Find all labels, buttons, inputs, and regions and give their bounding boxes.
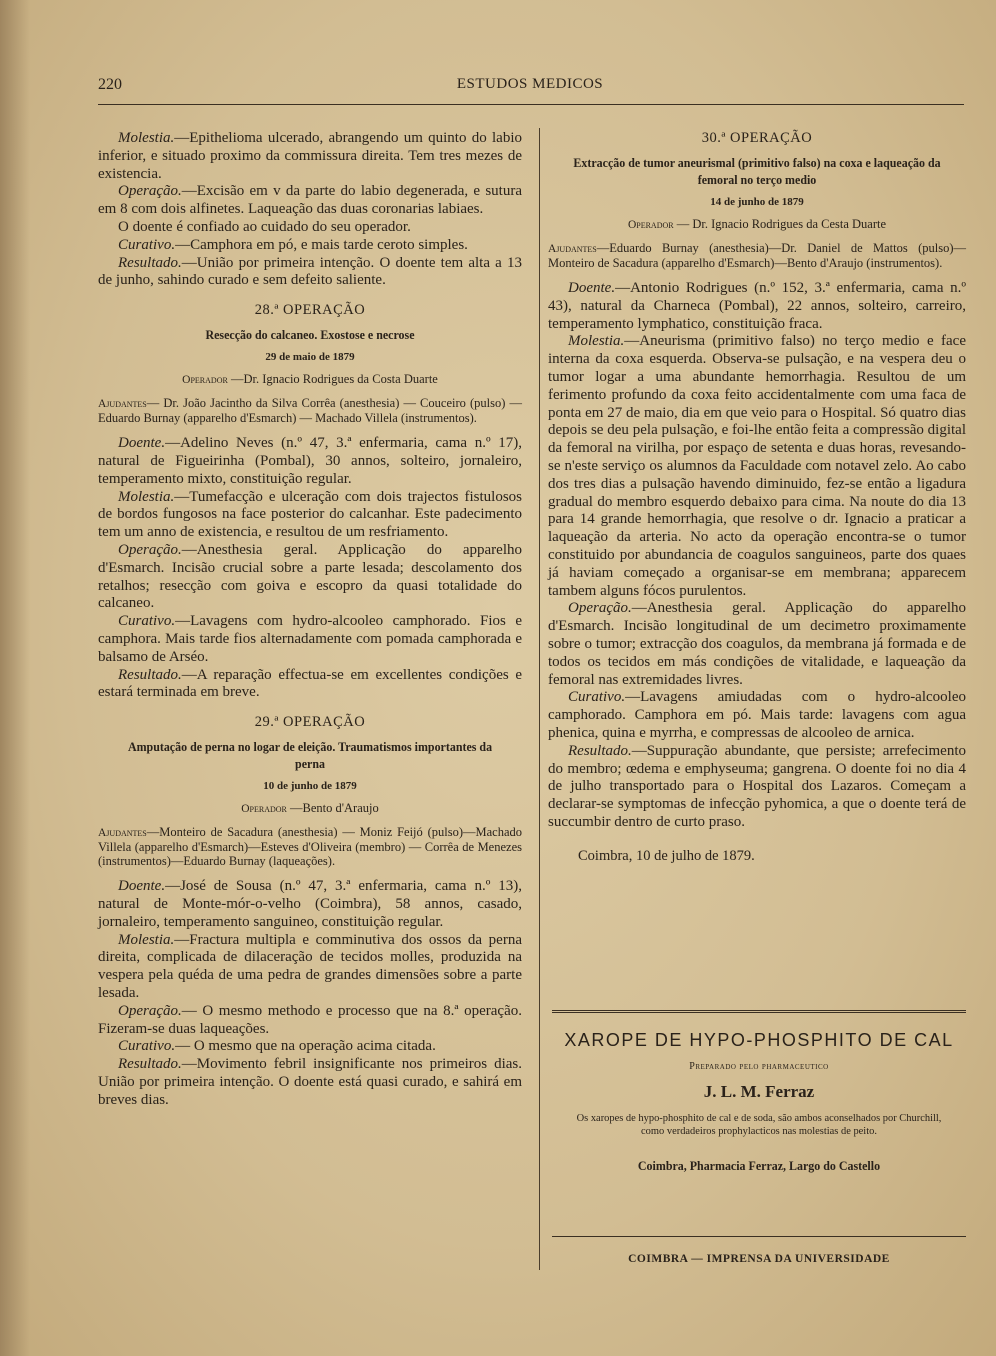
paragraph-label: Molestia. [118, 130, 175, 146]
paragraph-label: Operação. [568, 600, 632, 617]
paragraph-label: Curativo. [118, 613, 176, 630]
paragraph-text: —Camphora em pó, e mais tarde ceroto simples. [175, 236, 468, 253]
advertisement-preparer: Preparado pelo pharmaceutico [689, 1061, 829, 1072]
assistants-text: — Dr. João Jacintho da Silva Corrêa (anesthesia) — Couceiro (pulso) — Eduardo Burnay (apparelho d'Esmarch) — Machado Villela (instrumentos). [98, 396, 522, 426]
paragraph [98, 1038, 522, 1056]
paragraph [98, 1056, 522, 1109]
advertisement-address: Coimbra, Pharmacia Ferraz, Largo do Castello [637, 1158, 881, 1173]
closing-dateline: Coimbra, 10 de julho de 1879. [578, 847, 755, 864]
paragraph [98, 237, 522, 255]
paragraph-label: Molestia. [568, 333, 625, 350]
paragraph-text: —Excisão em v da parte do labio degenerada, e sutura em 8 com dois alfinetes. Laqueação das duas coronarias labiaes. [98, 183, 522, 218]
paragraph [98, 489, 522, 542]
assistants-text: —Eduardo Burnay (anesthesia)—Dr. Daniel de Mattos (pulso)—Monteiro de Sacadura (apparelho d'Esmarch)—Bento d'Araujo (instrumentos). [548, 241, 966, 270]
header-rule [98, 104, 964, 105]
paragraph-label: Molestia. [118, 488, 175, 505]
printer-imprint: COIMBRA — IMPRENSA DA UNIVERSIDADE [628, 1253, 890, 1265]
paragraph-text: — O mesmo que na operação acima citada. [175, 1038, 436, 1055]
advertisement-top-rule [552, 1010, 966, 1013]
page-number: 220 [98, 76, 122, 93]
paragraph-label: Operação. [118, 541, 182, 558]
paragraph-text: — O mesmo methodo e processo que na 8.ª operação. Fizeram-se duas laqueações. [98, 1002, 522, 1037]
operation-assistants [548, 241, 966, 270]
paragraph [98, 878, 522, 931]
paragraph-text: —Tumefacção e ulceração com dois trajectos fistulosos de bordos fungosos na face posterior do calcanhar. Este padecimento tem um anno de existencia, e resultou de um resfriamento. [98, 488, 522, 541]
paragraph-label: Resultado. [118, 254, 182, 271]
operator-name: —Bento d'Araujo [290, 801, 379, 816]
paragraph-label: Resultado. [118, 1056, 182, 1073]
paragraph [98, 542, 522, 613]
operation-heading: 29.ª OPERAÇÃO [254, 714, 366, 731]
paragraph-text: —José de Sousa (n.º 47, 3.ª enfermaria, cama n.º 13), natural de Monte-mór-o-velho (Coimbra), 58 annos, casado, jornaleiro, temperamento sanguineo, constituição regular. [98, 878, 522, 930]
page-edge-shadow [0, 0, 30, 1356]
paragraph-label: Resultado. [568, 742, 632, 759]
advertisement-pharmacist: J. L. M. Ferraz [703, 1082, 815, 1101]
paragraph-label: Doente. [118, 878, 166, 895]
right-column [548, 130, 966, 865]
paragraph [98, 219, 522, 237]
advertisement-title: XAROPE DE HYPO-PHOSPHITO DE CAL [564, 1030, 954, 1050]
assistants-label: Ajudantes [548, 243, 597, 255]
operation-assistants [98, 396, 522, 425]
paragraph-text: —Antonio Rodrigues (n.º 152, 3.ª enfermaria, cama n.º 43), natural da Charneca (Pombal), 22 annos, solteiro, carreiro, temperamento lymphatico, constituição fraca. [548, 280, 966, 332]
paragraph [98, 435, 522, 488]
paragraph-text: —Anesthesia geral. Applicação do apparelho d'Esmarch. Incisão longitudinal de um decimetro proximamente sobre o tumor; extracção dos coagulos, da membrana já formada e de todos os tecidos em más condições de vitalidade, e laqueação da femoral nas extremidades livres. [548, 600, 966, 688]
operation-29 [98, 714, 522, 1109]
paragraph-text: —Lavagens com hydro-alcooleo camphorado. Fios e camphora. Mais tarde fios alternadamente com pomada camphorada e balsamo de Arséo. [98, 613, 522, 665]
operation-date: 10 de junho de 1879 [263, 780, 357, 793]
paragraph-label: Operação. [118, 1002, 182, 1019]
paragraph [548, 280, 966, 333]
operator-label: Operador [182, 374, 228, 387]
operator-label: Operador [241, 803, 287, 816]
operation-30 [548, 130, 966, 865]
paragraph-text: —Movimento febril insignificante nos primeiros dias. União por primeira intenção. O doente está quasi curado, e sahirá em breves dias. [98, 1056, 522, 1108]
paragraph-text: —Lavagens amiudadas com o hydro-alcooleo camphorado. Camphora em pó. Mais tarde: lavagens com agua phenica, quina e myrrha, e compressas de alcooleo de arnica. [548, 689, 966, 741]
paragraph-label: Doente. [118, 435, 166, 452]
paragraph-text: —Anesthesia geral. Applicação do apparelho d'Esmarch. Incisão crucial sobre a parte lesada; descolamento dos retalhos; resecção com goiva e escopro da quasi totalidade do calcaneo. [98, 541, 522, 612]
operation-heading: 28.ª OPERAÇÃO [254, 302, 366, 319]
operation-date: 14 de junho de 1879 [710, 196, 804, 208]
operation-title: Amputação de perna no logar de eleição. Traumatismos importantes da perna [127, 739, 493, 772]
operator-name: —Dr. Ignacio Rodrigues da Costa Duarte [230, 372, 438, 387]
operation-28 [98, 302, 522, 702]
operator-label: Operador [627, 219, 674, 231]
paragraph [98, 130, 522, 183]
advertisement [552, 1018, 966, 1174]
left-column [98, 130, 522, 1109]
assistants-label: Ajudantes [98, 398, 147, 411]
paragraph-text: —Fractura multipla e comminutiva dos ossos da perna direita, complicada de dilaceração de tecidos molles, produzida na vespera pela quéda de uma pedra de grandes dimensões sobre a parte lesada. [98, 931, 522, 1001]
operator-name: — Dr. Ignacio Rodrigues da Cesta Duarte [676, 217, 887, 231]
paragraph-label: Curativo. [118, 236, 176, 253]
assistants-label: Ajudantes [98, 827, 147, 840]
paragraph-label: Resultado. [118, 666, 182, 683]
operation-heading: 30.ª OPERAÇÃO [701, 130, 813, 146]
advertisement-description: Os xaropes de hypo-phosphito de cal e de soda, são ambos aconselhados por Churchill, como verdadeiros prophylacticos nas molestias de peito. [576, 1112, 942, 1137]
paragraph-text: O doente é confiado ao cuidado do seu operador. [118, 218, 411, 235]
paragraph-text: —Adelino Neves (n.º 47, 3.ª enfermaria, cama n.º 17), natural de Figueirinha (Pombal), 30 annos, solteiro, jornaleiro, temperamento mixto, constituição regular. [98, 435, 522, 487]
operation-date: 29 de maio de 1879 [265, 351, 355, 364]
column-divider [539, 128, 540, 1270]
advertisement-bottom-rule [552, 1236, 966, 1237]
assistants-text: —Monteiro de Sacadura (anesthesia) — Moniz Feijó (pulso)—Machado Villela (apparelho d'Esmarch)—Esteves d'Oliveira (membro) — Corrêa de Menezes (instrumentos)—Eduardo Burnay (laqueações). [98, 825, 522, 869]
paragraph [98, 613, 522, 666]
operation-operator [98, 372, 522, 387]
paragraph-text: —União por primeira intenção. O doente tem alta a 13 de junho, sahindo curado e sem defeito saliente. [98, 254, 522, 289]
paragraph [98, 183, 522, 219]
paragraph [98, 932, 522, 1003]
paragraph [548, 600, 966, 689]
operation-assistants [98, 825, 522, 868]
paragraph-text: —Epithelioma ulcerado, abrangendo um quinto do labio inferior, e situado proximo da commissura direita. Tem tres mezes de existencia. [98, 130, 522, 182]
paragraph-label: Doente. [568, 280, 616, 296]
paragraph-label: Curativo. [118, 1038, 176, 1055]
operation-operator [98, 801, 522, 816]
paragraph [98, 667, 522, 703]
paragraph-text: —Aneurisma (primitivo falso) no terço medio e face interna da coxa esquerda. Observa-se pulsação, e na vespera deu o tumor logar a uma abundante hemorrhagia. Resultou de um ferimento profundo da coxa feito accidentalmente com uma faca de ponta em 27 de maio, dia em que veio para o Hospital. Só quatro dias depois se deu pela pulsação, e foi-lhe então feita a compressão digital da femoral na virilha, por espaço de setenta e duas horas, revesando-se n'este serviço os alumnos da Faculdade com notavel zelo. Ao cabo dos tres dias a pulsação havendo diminuido, fez-se então a ligadura gradual do membro esquerdo debaixo para cima. Na noute do dia 13 para 14 grande hemorrhagia, que resolve o dr. Ignacio a praticar a laqueação da arteria. No acto da operação encontra-se o tumor constituido por abundancia de coagulos sanguineos, parte dos quaes já haviam começado a organisar-se em membrana; apparecem tambem alguns fócos purulentos. [548, 333, 966, 599]
paragraph [548, 743, 966, 832]
operation-title: Resecção do calcaneo. Exostose e necrose [205, 327, 415, 343]
paragraph [548, 333, 966, 600]
paragraph-text: —Suppuração abundante, que persiste; arrefecimento do membro; œdema e emphyseuma; gangrena. O doente foi no dia 4 de julho transportado para o Hospital dos Lazaros. Começam a declarar-se symptomas de infecção pyhomica, a que o doente terá de succumbir dentro de curto praso. [548, 742, 966, 830]
paragraph-label: Operação. [118, 183, 182, 200]
paragraph [98, 1003, 522, 1039]
running-title: ESTUDOS MEDICOS [456, 76, 604, 92]
paragraph-text: —A reparação effectua-se em excellentes condições e estará terminada em breve. [98, 666, 522, 701]
paragraph [548, 689, 966, 742]
operation-operator [548, 217, 966, 232]
paragraph [98, 255, 522, 291]
page-header [98, 76, 962, 104]
continuation-section [98, 130, 522, 290]
paragraph-label: Molestia. [118, 931, 175, 948]
operation-title: Extracção de tumor aneurismal (primitivo falso) na coxa e laqueação da femoral no terço medio [573, 155, 941, 187]
paragraph-label: Curativo. [568, 689, 626, 706]
